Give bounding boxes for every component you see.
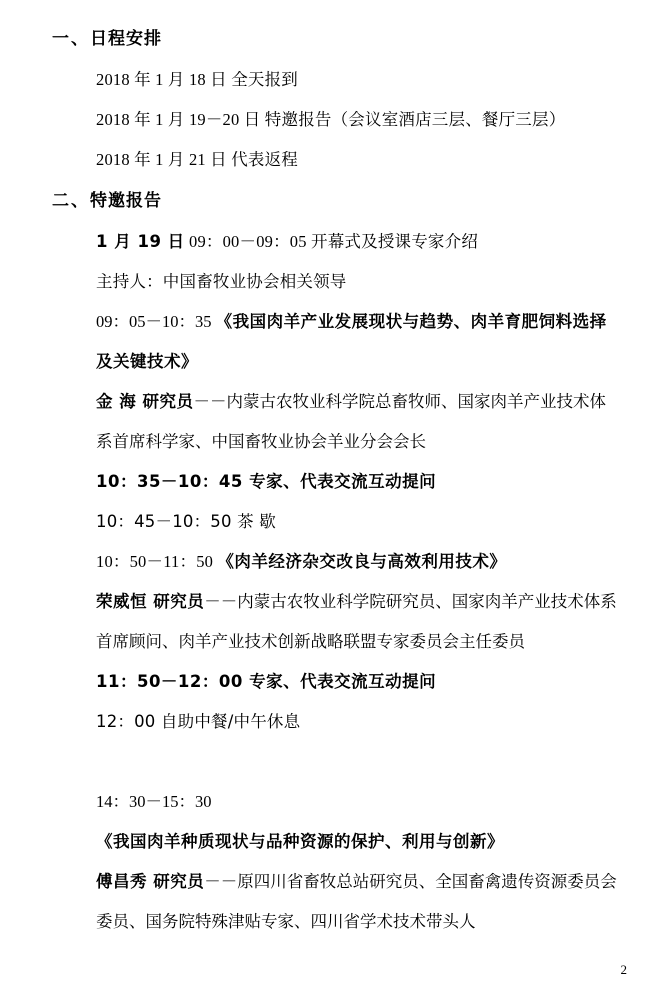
agenda-opening [52,222,621,262]
schedule-line-2: 2018 年 1 月 19－20 日 特邀报告（会议室酒店三层、餐厅三层） [96,110,566,129]
agenda-speaker-3 [52,862,621,942]
agenda-speaker-3-name: 傅昌秀 研究员 [96,872,205,891]
section-title: 日程安排 [90,29,162,49]
agenda-speaker-1-affiliation: －－内蒙古农牧业科学院总畜牧师、国家肉羊产业技术体系首席科学家、中国畜牧业协会羊业分会会长 [96,392,606,451]
agenda-host: 主持人：中国畜牧业协会相关领导 [96,272,347,291]
agenda-talk-1-title: 《我国肉羊产业发展现状与趋势、肉羊育肥饲料选择及关键技术》 [96,312,607,371]
agenda-speaker-2 [52,582,621,662]
agenda-speaker-1-name: 金 海 研究员 [96,392,194,411]
agenda-tea-break: 10：45－10：50 茶 歇 [96,512,276,531]
agenda-talk-1-time: 09：05－10：35 [96,312,212,331]
section-number: 一、 [52,29,90,49]
agenda-speaker-2-name: 荣威恒 研究员 [96,592,205,611]
agenda-talk-2-title: 《肉羊经济杂交改良与高效利用技术》 [217,552,507,571]
section-number: 二、 [52,191,90,211]
agenda-speaker-3-affiliation: －－原四川省畜牧总站研究员、全国畜禽遗传资源委员会委员、国务院特殊津贴专家、四川省学术技术带头人 [96,872,617,931]
agenda-qa-2: 11：50－12：00 专家、代表交流互动提问 [96,672,437,691]
agenda-talk-2 [52,542,621,582]
agenda-talk-1 [52,302,621,382]
agenda-speaker-1 [52,382,621,462]
blank-line [52,742,621,782]
agenda-talk-3 [52,782,621,862]
agenda-lunch: 12：00 自助中餐/中午休息 [96,712,301,731]
agenda-date-label: 1 月 19 日 [96,232,185,251]
section-title: 特邀报告 [90,191,162,211]
agenda-talk-2-time: 10：50－11：50 [96,552,214,571]
agenda-speaker-2-affiliation: －－内蒙古农牧业科学院研究员、国家肉羊产业技术体系首席顾问、肉羊产业技术创新战略联盟专家委员会主任委员 [96,592,617,651]
section-heading-schedule [52,18,621,60]
page-number: 2 [620,962,627,977]
agenda-qa-1: 10：35－10：45 专家、代表交流互动提问 [96,472,437,491]
section-heading-invited-talks [52,180,621,222]
agenda-opening-text: 09：00－09：05 开幕式及授课专家介绍 [184,232,479,251]
schedule-line-1: 2018 年 1 月 18 日 全天报到 [96,70,298,89]
agenda-talk-3-title: 《我国肉羊种质现状与品种资源的保护、利用与创新》 [96,832,504,851]
agenda-talk-3-time: 14：30－15：30 [96,792,212,811]
schedule-line-3: 2018 年 1 月 21 日 代表返程 [96,150,298,169]
